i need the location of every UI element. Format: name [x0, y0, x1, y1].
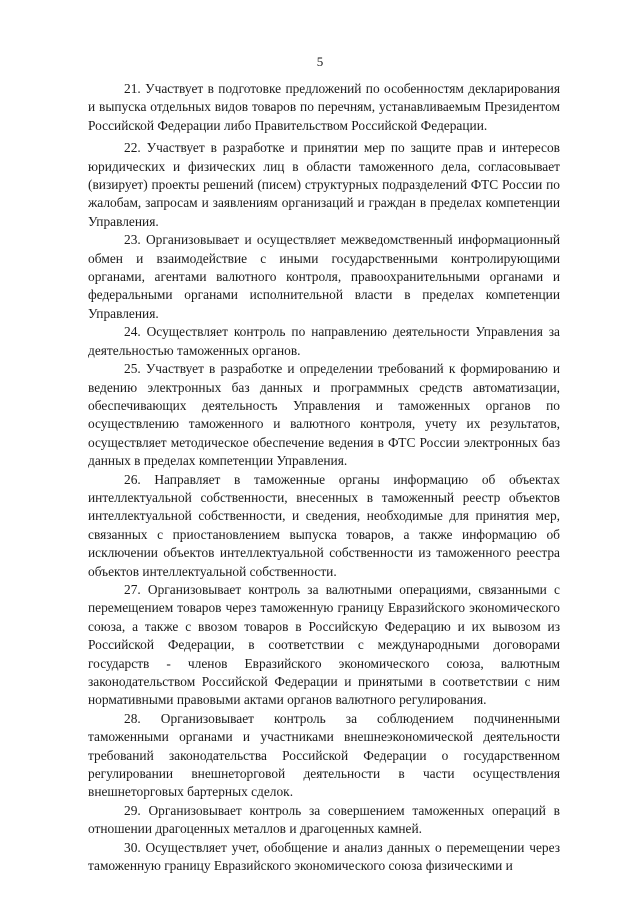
- paragraph-27: 27. Организовывает контроль за валютными операциями, связанными с перемещением товаров через таможенную границу Евразийского экономического союза, а также с ввозом товаров в Российскую Федерацию и их вывозом из Российской Федерации, в соответствии с международными договорами государств - членов Евразийского экономического союза, валютным законодательством Российской Федерации и принятыми в соответствии с ним нормативными правовыми актами органов валютного регулирования.: [88, 581, 560, 708]
- paragraph-22: 22. Участвует в разработке и принятии мер по защите прав и интересов юридических и физических лиц в области таможенного дела, согласовывает (визирует) проекты решений (писем) структурных подразделений ФТС России по жалобам, запросам и заявлениям организаций и граждан в пределах компетенции Управления.: [88, 140, 560, 229]
- page-number: 5: [316, 54, 324, 69]
- paragraph-25: 25. Участвует в разработке и определении требований к формированию и ведению электронных баз данных и программных средств автоматизации, обеспечивающих деятельность Управления и таможенных органов по осуществлению таможенного и валютного контроля, учету их результатов, осуществляет методическое обеспечение ведения в ФТС России электронных баз данных в пределах компетенции Управления.: [88, 361, 560, 469]
- paragraph-21: 21. Участвует в подготовке предложений по особенностям декларирования и выпуска отдельных видов товаров по перечням, устанавливаемым Президентом Российской Федерации либо Правительством Российской Федерации.: [88, 81, 560, 133]
- document-body: [88, 80, 560, 875]
- paragraph-24: 24. Осуществляет контроль по направлению деятельности Управления за деятельностью таможенных органов.: [88, 324, 560, 358]
- paragraph-26: 26. Направляет в таможенные органы информацию об объектах интеллектуальной собственности, внесенных в таможенный реестр объектов интеллектуальной собственности, и сведения, необходимые для принятия мер, связанных с приостановлением выпуска товаров, а также информацию об исключении объектов интеллектуальной собственности из таможенного реестра объектов интеллектуальной собственности.: [88, 471, 560, 579]
- paragraph-23: 23. Организовывает и осуществляет межведомственный информационный обмен и взаимодействие с иными государственными контролирующими органами, агентами валютного контроля, правоохранительными органами и федеральными органами исполнительной власти в пределах компетенции Управления.: [88, 232, 560, 321]
- paragraph-28: 28. Организовывает контроль за соблюдением подчиненными таможенными органами и участниками внешнеэкономической деятельности требований законодательства Российской Федерации о государственном регулировании внешнеторговой деятельности в части осуществления внешнеторговых бартерных сделок.: [88, 710, 560, 800]
- paragraph-29: 29. Организовывает контроль за совершением таможенных операций в отношении драгоценных металлов и драгоценных камней.: [88, 802, 560, 837]
- paragraph-30: 30. Осуществляет учет, обобщение и анализ данных о перемещении через таможенную границу Евразийского экономического союза физическими и: [88, 839, 560, 874]
